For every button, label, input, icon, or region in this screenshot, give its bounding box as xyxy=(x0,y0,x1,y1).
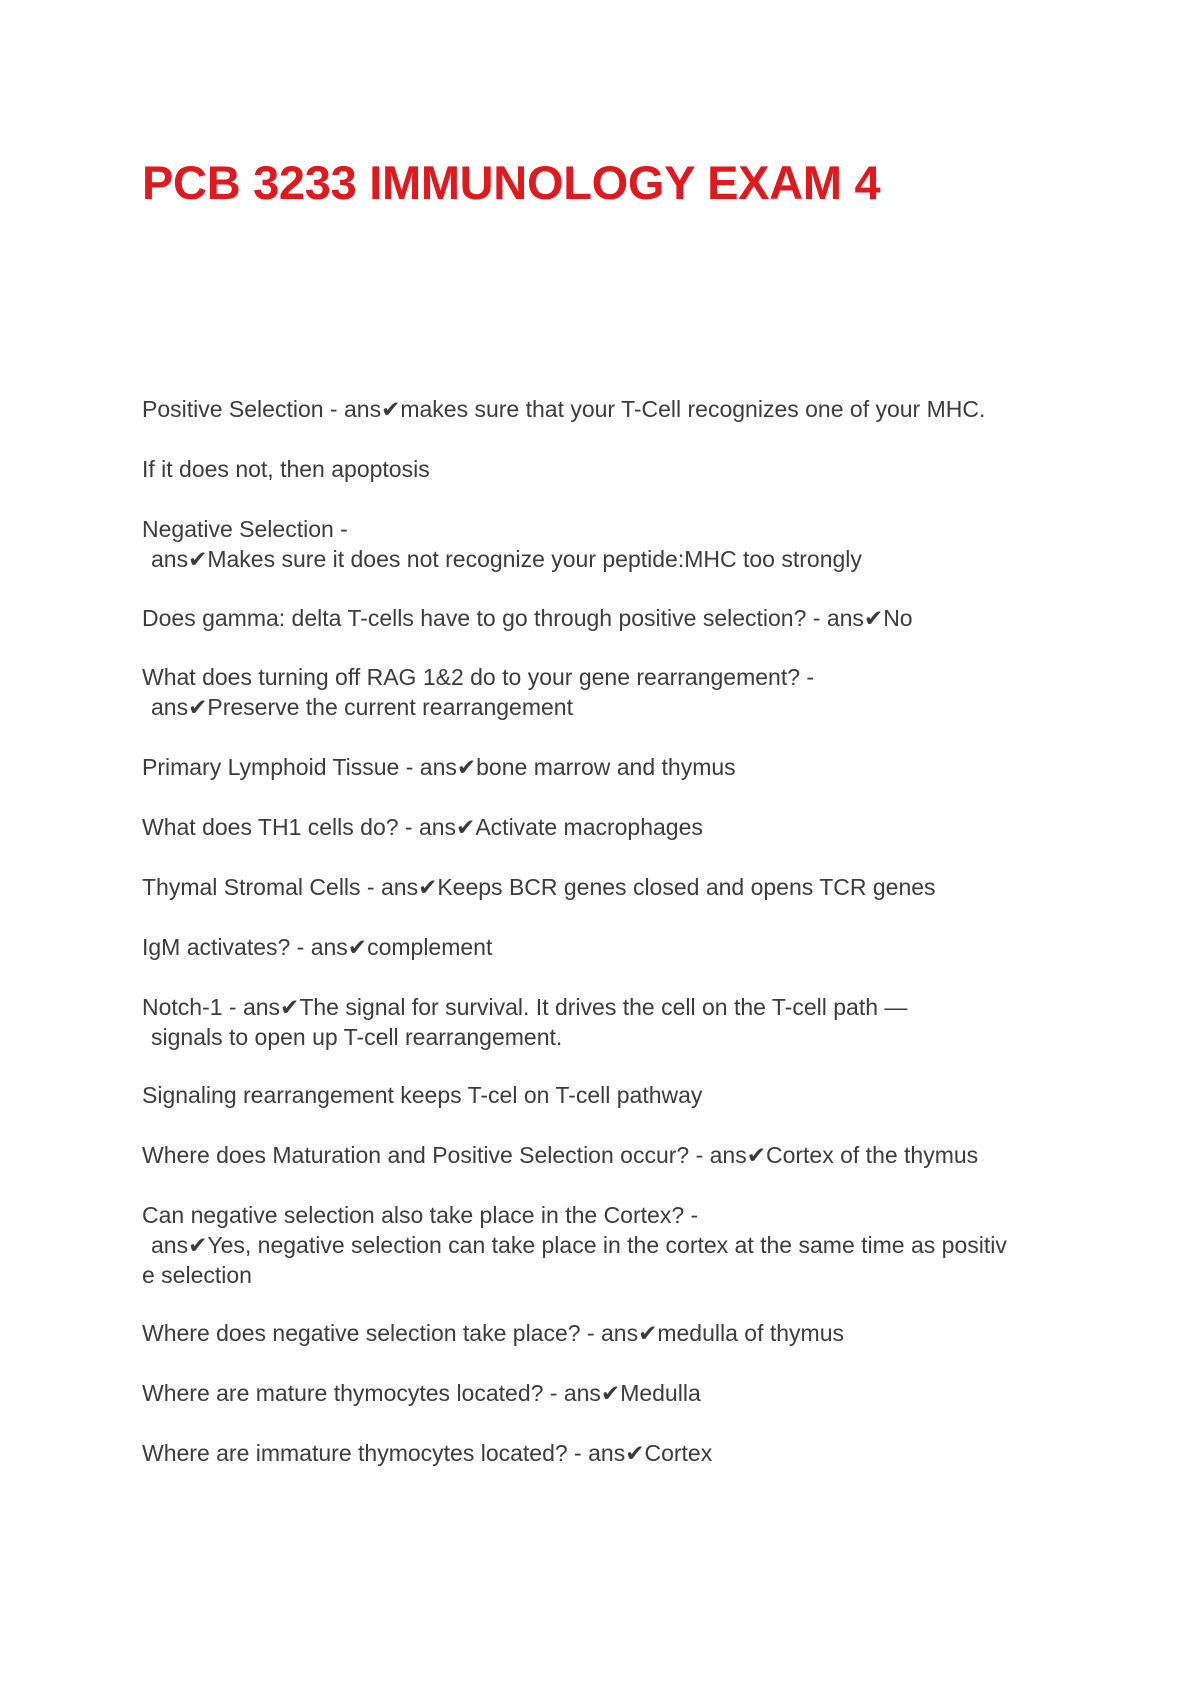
qa-line: What does turning off RAG 1&2 do to your gene rearrangement? - xyxy=(142,664,815,690)
qa-line: Primary Lymphoid Tissue - ans✔bone marrow and thymus xyxy=(142,754,736,780)
qa-line: Where does negative selection take place? - ans✔medulla of thymus xyxy=(142,1320,844,1346)
qa-line: Does gamma: delta T-cells have to go through positive selection? - ans✔No xyxy=(142,605,913,631)
qa-line: ans✔Preserve the current rearrangement xyxy=(151,694,573,720)
qa-item xyxy=(142,1140,1072,1170)
qa-item xyxy=(142,1438,1072,1468)
qa-item xyxy=(142,394,1072,424)
qa-item xyxy=(142,603,1072,633)
qa-line: signals to open up T-cell rearrangement. xyxy=(151,1024,563,1050)
qa-line: What does TH1 cells do? - ans✔Activate macrophages xyxy=(142,814,703,840)
qa-item xyxy=(142,752,1072,782)
qa-item xyxy=(142,514,1072,574)
qa-line: Thymal Stromal Cells - ans✔Keeps BCR genes closed and opens TCR genes xyxy=(142,874,936,900)
qa-line: Where are immature thymocytes located? - ans✔Cortex xyxy=(142,1440,713,1466)
qa-item xyxy=(142,1318,1072,1348)
qa-item xyxy=(142,1378,1072,1408)
qa-line: Notch-1 - ans✔The signal for survival. It drives the cell on the T-cell path — xyxy=(142,994,908,1020)
qa-line: Can negative selection also take place in the Cortex? - xyxy=(142,1202,699,1228)
qa-line: Signaling rearrangement keeps T-cel on T-cell pathway xyxy=(142,1082,703,1108)
qa-item xyxy=(142,872,1072,902)
qa-line: If it does not, then apoptosis xyxy=(142,456,430,482)
qa-line: e selection xyxy=(142,1262,252,1288)
qa-item xyxy=(142,992,1072,1052)
qa-line: ans✔Makes sure it does not recognize your peptide:MHC too strongly xyxy=(151,546,862,572)
qa-line: Where are mature thymocytes located? - ans✔Medulla xyxy=(142,1380,701,1406)
qa-item xyxy=(142,662,1072,722)
qa-item xyxy=(142,812,1072,842)
qa-line: Negative Selection - xyxy=(142,516,348,542)
qa-line: Where does Maturation and Positive Selection occur? - ans✔Cortex of the thymus xyxy=(142,1142,979,1168)
qa-line: IgM activates? - ans✔complement xyxy=(142,934,493,960)
page-title: PCB 3233 IMMUNOLOGY EXAM 4 xyxy=(142,156,881,209)
qa-item xyxy=(142,454,1072,484)
qa-item xyxy=(142,1200,1072,1290)
qa-line: ans✔Yes, negative selection can take place in the cortex at the same time as positiv xyxy=(151,1232,1007,1258)
qa-item xyxy=(142,1080,1072,1110)
qa-item xyxy=(142,932,1072,962)
qa-line: Positive Selection - ans✔makes sure that your T-Cell recognizes one of your MHC. xyxy=(142,396,986,422)
